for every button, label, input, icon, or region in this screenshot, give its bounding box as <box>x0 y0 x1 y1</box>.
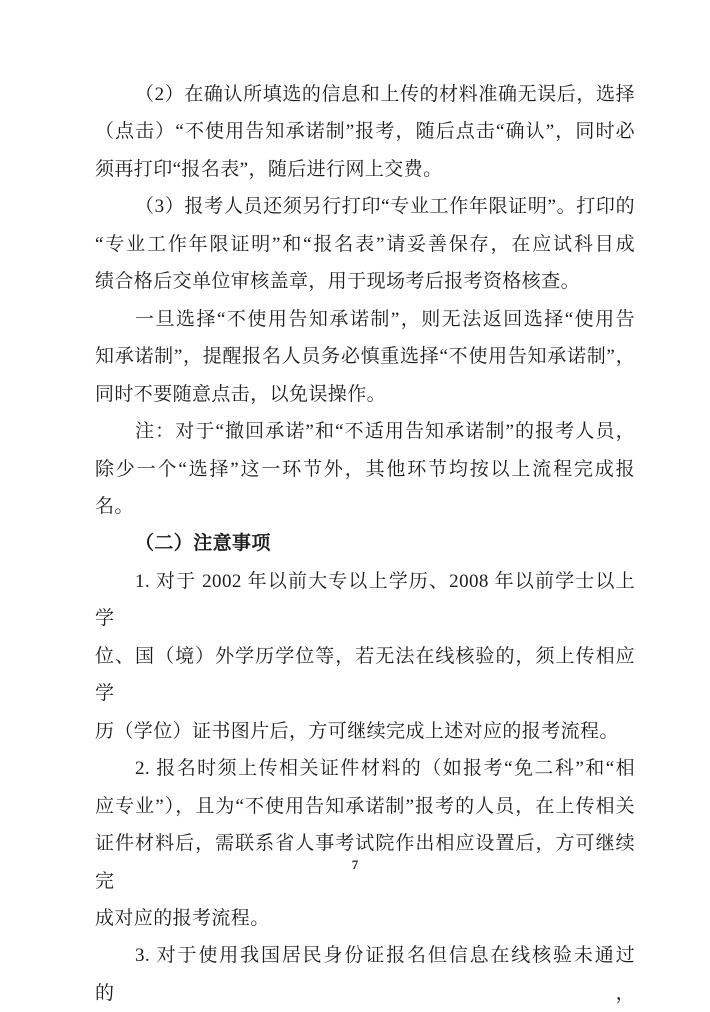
text-line: 同时不要随意点击，以免误操作。 <box>95 383 387 405</box>
para-notice-2 <box>95 750 635 937</box>
text-line: 知承诺制”，提醒报名人员务必慎重选择“不使用告知承诺制”， <box>95 346 635 368</box>
para-warning <box>95 301 635 413</box>
text-line: 1. 对于 2002 年以前大专以上学历、2008 年以前学士以上学 <box>95 570 635 630</box>
para-notice-3 <box>95 937 635 1012</box>
text-line: （3）报考人员还须另行打印“专业工作年限证明”。打印的 <box>135 196 635 218</box>
text-line: 历（学位）证书图片后，方可继续完成上述对应的报考流程。 <box>95 720 619 742</box>
section-heading-line: （二）注意事项 <box>135 533 271 555</box>
text-line: 3. 对于使用我国居民身份证报名但信息在线核验未通过的， <box>95 945 635 1004</box>
para-step-3 <box>95 188 635 300</box>
text-line: 2. 报名时须上传相关证件材料的（如报考“免二科”和“相 <box>135 758 635 780</box>
text-line: 绩合格后交单位审核盖章，用于现场考后报考资格核查。 <box>95 271 581 293</box>
page-number: 7 <box>351 857 359 872</box>
text-line: 证件材料后，需联系省人事考试院作出相应设置后，方可继续完 <box>95 833 635 892</box>
text-line: 注：对于“撤回承诺”和“不适用告知承诺制”的报考人员， <box>135 421 635 443</box>
para-step-2 <box>95 76 635 188</box>
heading-notice-items <box>95 525 635 562</box>
text-line: （点击）“不使用告知承诺制”报考，随后点击“确认”，同时必 <box>95 121 635 143</box>
para-note <box>95 413 635 525</box>
text-line: 除少一个“选择”这一环节外，其他环节均按以上流程完成报名。 <box>95 458 635 517</box>
text-line: （2）在确认所填选的信息和上传的材料准确无误后，选择 <box>135 84 635 105</box>
text-line: 一旦选择“不使用告知承诺制”，则无法返回选择“使用告 <box>135 308 635 330</box>
text-line: 须再打印“报名表”，随后进行网上交费。 <box>95 158 443 180</box>
para-notice-1 <box>95 563 635 750</box>
text-line: 成对应的报考流程。 <box>95 907 270 929</box>
text-line: “专业工作年限证明”和“报名表”请妥善保存，在应试科目成 <box>95 233 635 255</box>
text-line: 位、国（境）外学历学位等，若无法在线核验的，须上传相应学 <box>95 645 635 705</box>
page-footer <box>0 856 710 874</box>
text-line: 应专业”），且为“不使用告知承诺制”报考的人员，在上传相关 <box>95 795 635 817</box>
